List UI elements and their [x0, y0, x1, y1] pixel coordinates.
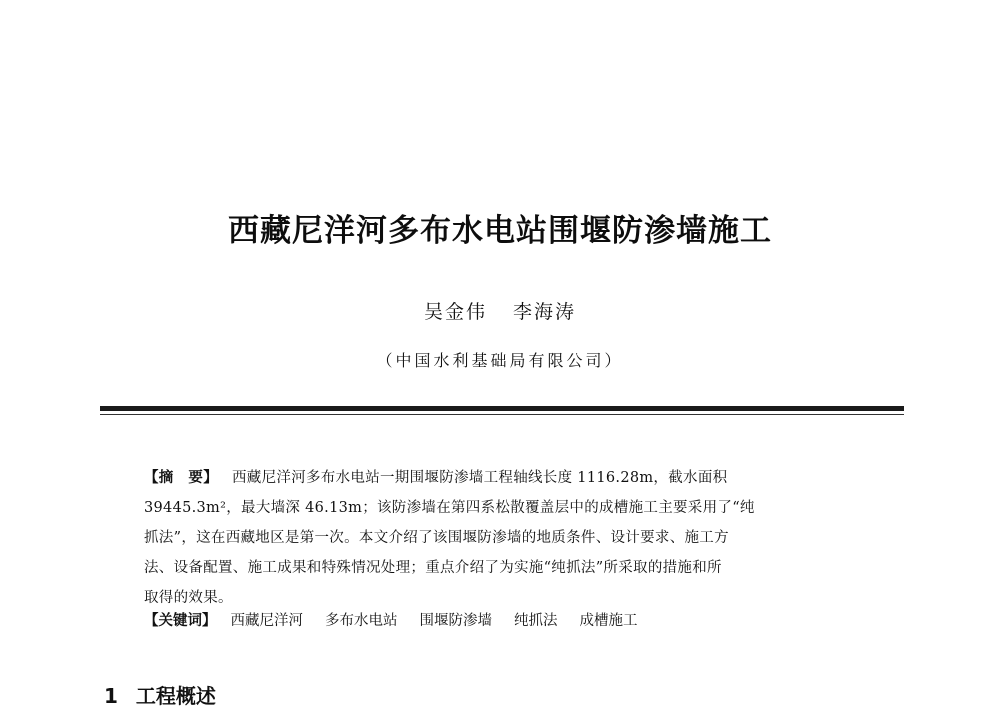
- keywords: [144, 606, 864, 636]
- abstract-label: 【摘 要】: [144, 470, 218, 486]
- keyword: 成槽施工: [579, 613, 638, 629]
- affiliation: （中国水利基础局有限公司）: [376, 351, 624, 370]
- paper-title: 西藏尼洋河多布水电站围堰防渗墙施工: [228, 213, 772, 249]
- keyword: 西藏尼洋河: [230, 613, 303, 629]
- section-title: 工程概述: [135, 684, 216, 708]
- abstract-line: 取得的效果。: [144, 590, 233, 606]
- header-rule-thin: [100, 414, 904, 415]
- abstract: [144, 463, 864, 613]
- section-number: 1: [104, 684, 118, 708]
- keyword: 多布水电站: [325, 613, 398, 629]
- section-heading: [104, 680, 216, 709]
- abstract-line: 【摘 要】 西藏尼洋河多布水电站一期围堰防渗墙工程轴线长度 1116.28m，截水面积: [144, 470, 728, 486]
- abstract-line: 抓法”，这在西藏地区是第一次。本文介绍了该围堰防渗墙的地质条件、设计要求、施工方: [144, 530, 729, 546]
- keyword: 围堰防渗墙: [419, 613, 492, 629]
- authors: [0, 297, 1000, 324]
- abstract-line: 39445.3m²，最大墙深 46.13m；该防渗墙在第四系松散覆盖层中的成槽施工主要采用了“纯: [144, 500, 755, 516]
- author-1: 吴金伟: [423, 301, 487, 323]
- keyword: 纯抓法: [514, 613, 558, 629]
- abstract-line: 法、设备配置、施工成果和特殊情况处理；重点介绍了为实施“纯抓法”所采取的措施和所: [144, 560, 722, 576]
- keywords-label: 【关键词】: [144, 613, 217, 629]
- author-2: 李海涛: [513, 301, 577, 323]
- header-rule-thick: [100, 406, 904, 411]
